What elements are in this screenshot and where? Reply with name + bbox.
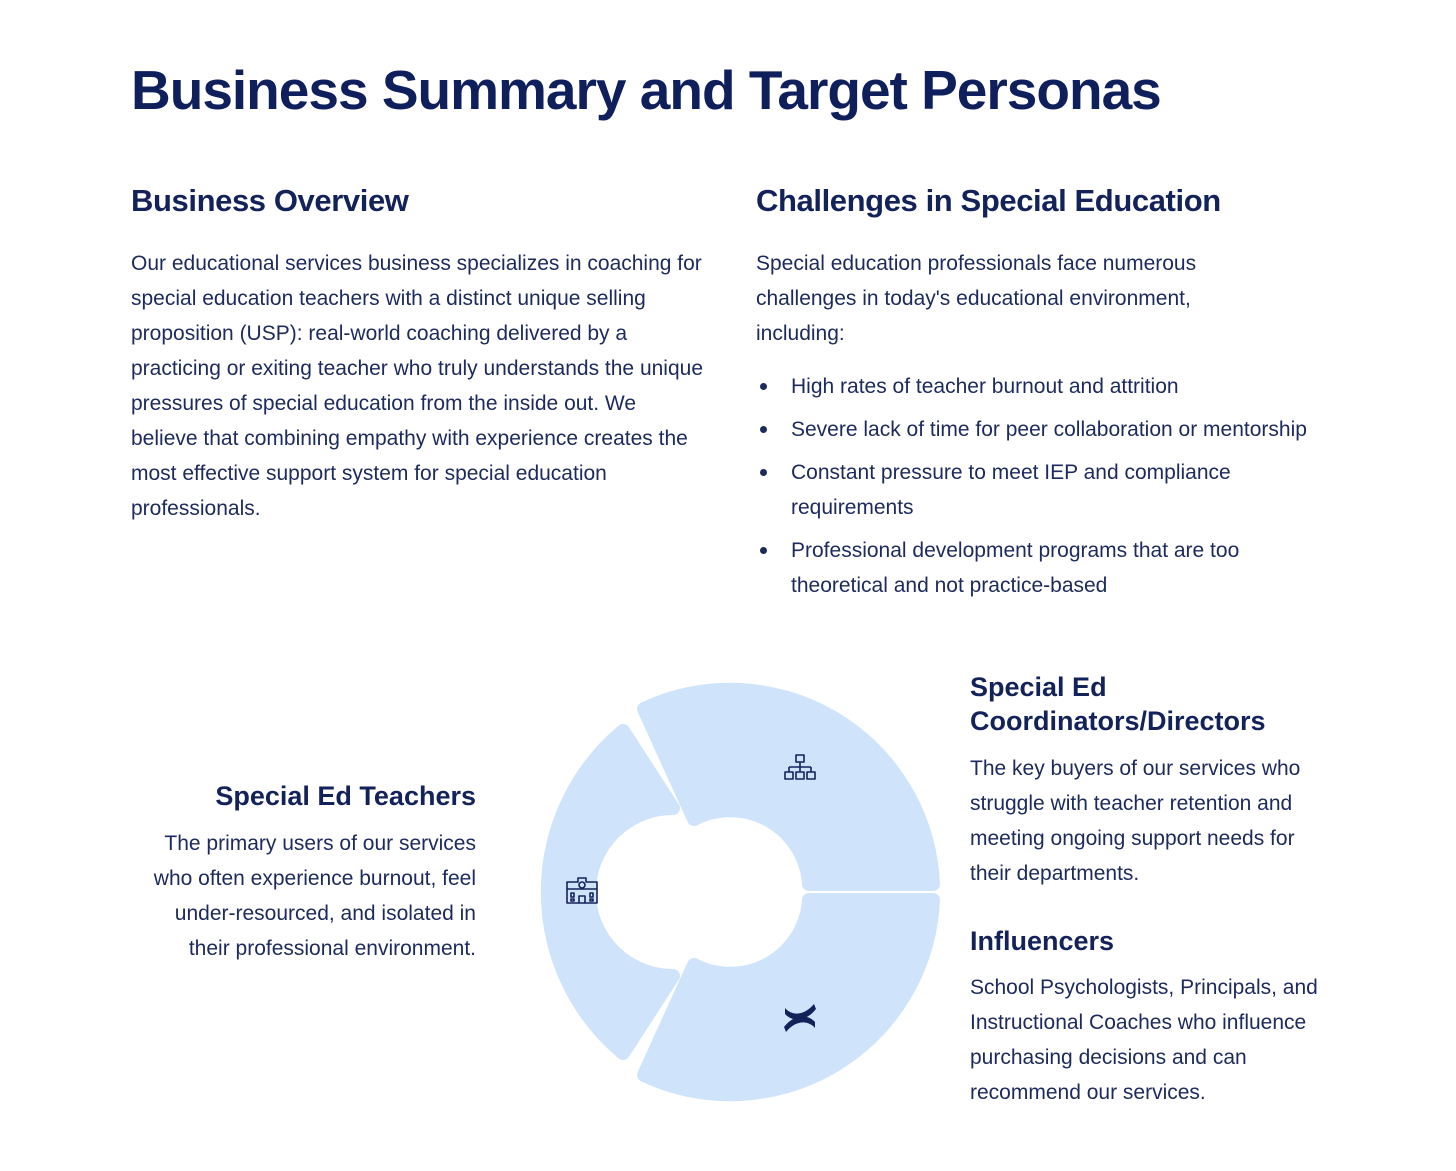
persona-teachers-text: The primary users of our services who often experience burnout, feel under-resourced, and isolated in their professional environment.: [153, 832, 476, 960]
challenge-item-text: Constant pressure to meet IEP and compliance requirements: [791, 461, 1231, 519]
bullet-icon: [760, 547, 767, 554]
challenges-heading: Challenges in Special Education: [756, 183, 1221, 218]
persona-donut-diagram: [510, 672, 950, 1112]
challenges-list: [756, 369, 1316, 611]
challenge-item: [756, 455, 1316, 525]
challenges-intro-text: Special education professionals face numerous challenges in today's educational environment, including:: [756, 252, 1197, 345]
persona-coordinators-text: The key buyers of our services who struggle with teacher retention and meeting ongoing support needs for their departments.: [970, 757, 1301, 885]
persona-coordinators-heading: Special Ed Coordinators/Directors: [970, 672, 1266, 736]
challenge-item-text: Professional development programs that are too theoretical and not practice-based: [791, 539, 1240, 597]
challenge-item-text: Severe lack of time for peer collaboration or mentorship: [791, 418, 1307, 441]
bullet-icon: [760, 383, 767, 390]
challenge-item: [756, 412, 1316, 447]
persona-influencers-heading: Influencers: [970, 926, 1115, 956]
business-overview-heading: Business Overview: [131, 183, 409, 218]
challenge-item: [756, 369, 1316, 404]
business-overview-text: Our educational services business specializes in coaching for special education teachers with a distinct unique selling proposition (USP): real-world coaching delivered by a practicing or exiting teacher who truly understands the unique pressures of special education from the inside out. We believe that combining empathy with experience creates the most effective support system for special education professionals.: [131, 252, 704, 520]
persona-influencers-text: School Psychologists, Principals, and Instructional Coaches who influence purchasing decisions and can recommend our services.: [970, 976, 1318, 1104]
bullet-icon: [760, 426, 767, 433]
persona-teachers-heading: Special Ed Teachers: [215, 781, 476, 811]
page-title: Business Summary and Target Personas: [131, 59, 1161, 121]
donut-segment-coordinators: [644, 690, 933, 884]
challenge-item-text: High rates of teacher burnout and attrition: [791, 375, 1179, 398]
challenge-item: [756, 533, 1316, 603]
donut-segment-influencers: [644, 900, 933, 1094]
bullet-icon: [760, 469, 767, 476]
